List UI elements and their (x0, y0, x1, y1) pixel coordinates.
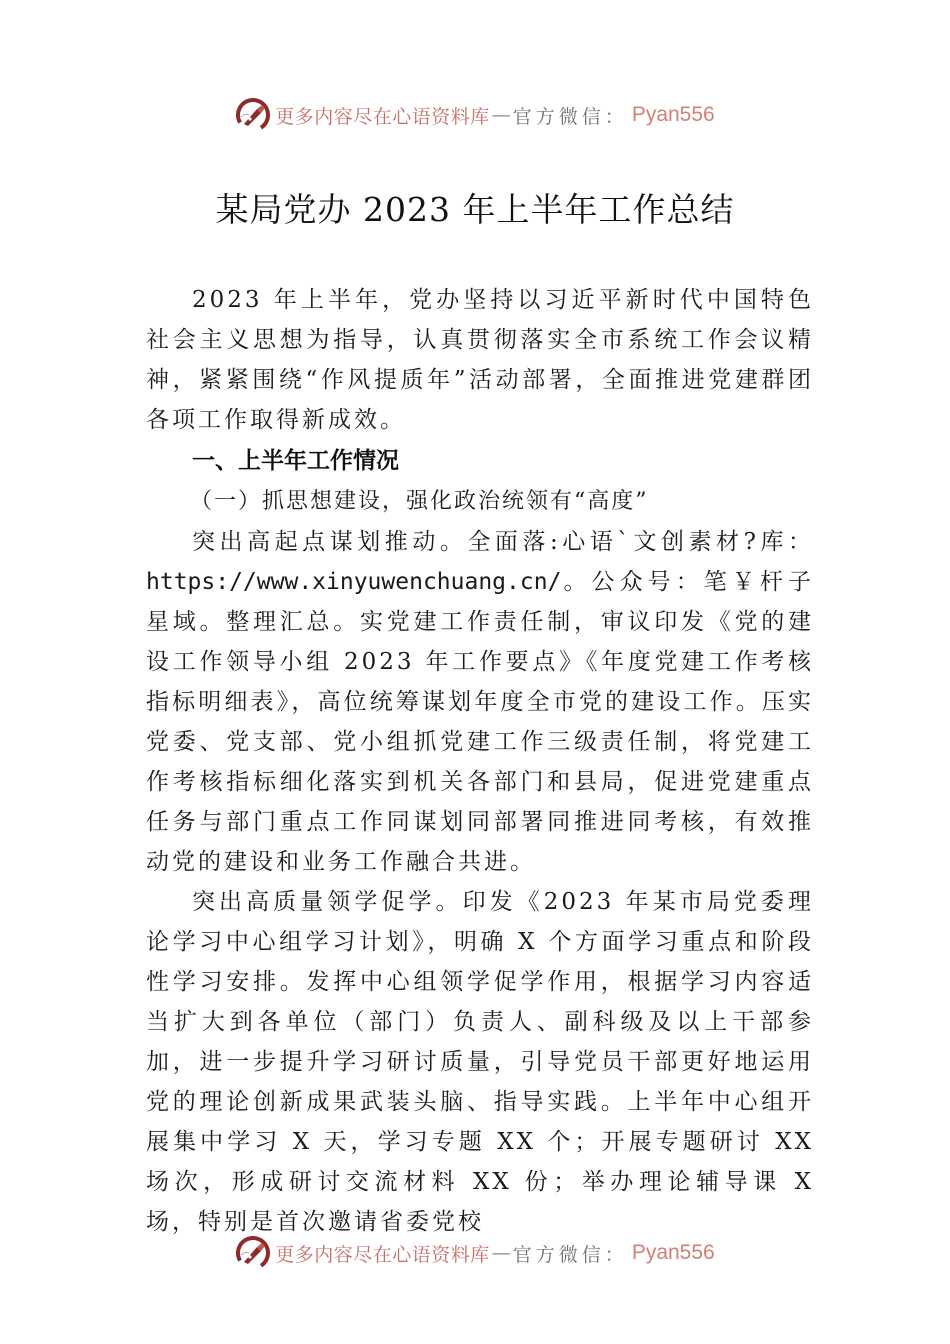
pen-nib-logo-icon (235, 97, 271, 133)
brand-text: 更多内容尽在心语资料库 (275, 1243, 490, 1266)
website-link[interactable]: https://www.xinyuwenchuang.cn/ (146, 569, 562, 595)
document-body (146, 280, 814, 1242)
wechat-id: Pyan556 (631, 103, 715, 126)
section-heading-1: 一、上半年工作情况 (192, 448, 399, 474)
banner-dash: — (491, 1242, 511, 1264)
subsection-heading-1: （一）抓思想建设，强化政治统领有“高度” (190, 489, 649, 514)
paragraph-planning (146, 522, 814, 882)
brand-text: 更多内容尽在心语资料库 (275, 105, 490, 128)
banner-dash: — (491, 104, 511, 126)
paragraph-planning-rest: 。公众号：笔￥杆子星域。整理汇总。实党建工作责任制，审议印发《党的建设工作领导小组 2023 年工作要点》《年度党建工作考核指标明细表》，高位统筹谋划年度全市党的建设工作。压实党委、党支部、党小组抓党建工作三级责任制，将党建工作考核指标细化落实到机关各部门和县局，促进党建重点任务与部门重点工作同谋划同部署同推进同考核，有效推动党的建设和业务工作融合共进。 (146, 569, 814, 875)
paragraph-planning-lead: 突出高起点谋划推动。全面落:心语`文创素材?库： (192, 529, 814, 555)
official-wechat-label: 官方微信： (512, 105, 628, 128)
document-title: 某局党办 2023 年上半年工作总结 (215, 190, 735, 229)
wechat-id: Pyan556 (631, 1241, 715, 1264)
footer-watermark-banner (0, 1231, 950, 1275)
official-wechat-label: 官方微信： (512, 1243, 628, 1266)
header-watermark-banner (0, 93, 950, 137)
paragraph-study: 突出高质量领学促学。印发《2023 年某市局党委理论学习中心组学习计划》，明确 X 个方面学习重点和阶段性学习安排。发挥中心组领学促学作用，根据学习内容适当扩大到各单位（部门）负责人、副科级及以上干部参加，进一步提升学习研讨质量，引导党员干部更好地运用党的理论创新成果武装头脑、指导实践。上半年中心组开展集中学习 X 天，学习专题 XX 个；开展专题研讨 XX 场次，形成研讨交流材料 XX 份；举办理论辅导课 X 场，特别是首次邀请省委党校 (146, 889, 814, 1235)
pen-nib-logo-icon (235, 1235, 271, 1271)
intro-paragraph: 2023 年上半年，党办坚持以习近平新时代中国特色社会主义思想为指导，认真贯彻落实全市系统工作会议精神，紧紧围绕“作风提质年”活动部署，全面推进党建群团各项工作取得新成效。 (146, 287, 814, 433)
